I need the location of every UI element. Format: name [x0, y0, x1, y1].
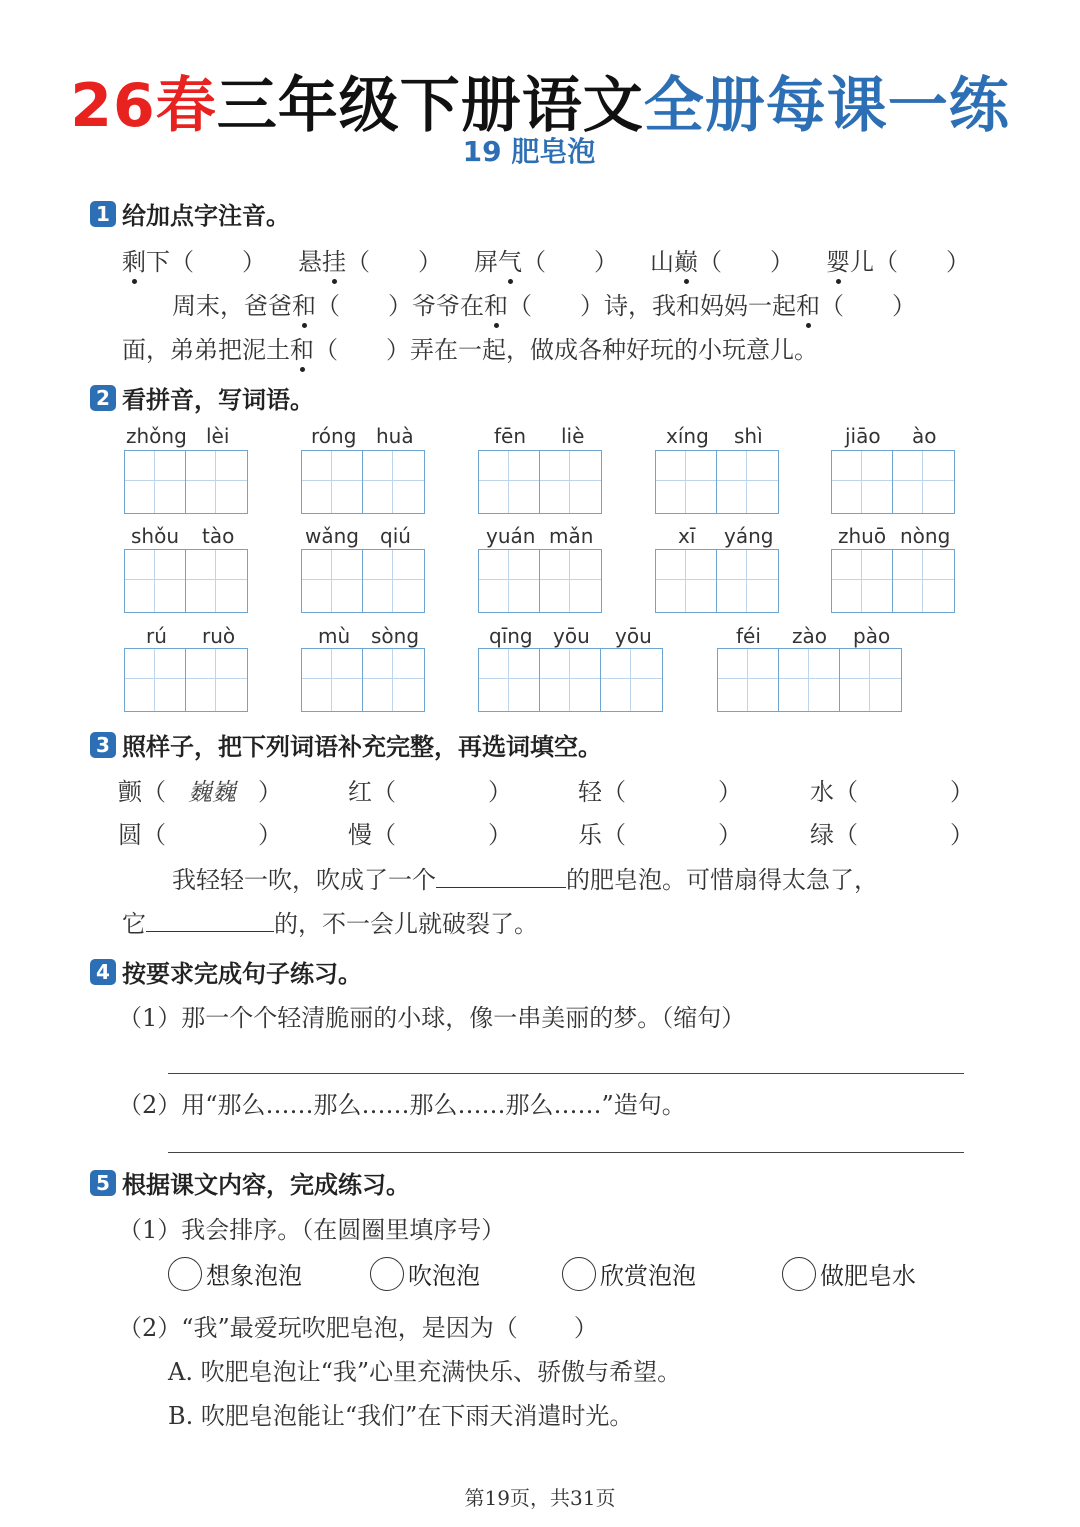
pinyin: pào: [853, 624, 891, 648]
order-circle[interactable]: [562, 1257, 596, 1291]
pinyin: liè: [561, 424, 585, 448]
pinyin: mù: [318, 624, 351, 648]
pinyin: yōu: [553, 624, 590, 648]
order-circle[interactable]: [782, 1257, 816, 1291]
section-1-title: 给加点字注音。: [122, 202, 290, 230]
section-4-title: 按要求完成句子练习。: [122, 960, 362, 988]
section-5-title: 根据课文内容，完成练习。: [122, 1171, 410, 1199]
pinyin: wǎng: [305, 524, 359, 548]
pinyin: huà: [376, 424, 414, 448]
page-footer: 第19页，共31页: [464, 1486, 616, 1510]
order-option-2[interactable]: 吹泡泡: [370, 1256, 480, 1291]
s3-word-5: 圆（ ）: [118, 821, 282, 849]
order-option-1[interactable]: 想象泡泡: [168, 1256, 302, 1291]
pinyin: lèi: [206, 424, 230, 448]
section-2-badge: 2: [90, 385, 116, 411]
writing-grid[interactable]: [831, 450, 955, 514]
s4-question-2: （2）用“那么……那么……那么……那么……”造句。: [118, 1091, 686, 1119]
pinyin: jiāo: [845, 424, 881, 448]
section-1-badge: 1: [90, 201, 116, 227]
section-4-badge: 4: [90, 959, 116, 985]
s5-option-a: A. 吹肥皂泡让“我”心里充满快乐、骄傲与希望。: [168, 1358, 682, 1386]
pinyin: ruò: [202, 624, 236, 648]
title-part-book: 三年级下册语文: [216, 71, 644, 141]
s5-option-b: B. 吹肥皂泡能让“我们”在下雨天消遣时光。: [168, 1402, 634, 1430]
section-5-badge: 5: [90, 1170, 116, 1196]
s4-question-1: （1）那一个个轻清脆丽的小球，像一串美丽的梦。（缩句）: [118, 1004, 746, 1032]
s1-item-2: 悬挂（ ）: [298, 248, 442, 276]
pinyin: zào: [792, 624, 827, 648]
pinyin: zhuō: [838, 524, 887, 548]
s3-fill-line-2: 它 的，不一会儿就破裂了。: [122, 910, 538, 938]
title-part-practice: 全册每课一练: [643, 71, 1010, 141]
pinyin: yōu: [615, 624, 652, 648]
pinyin: mǎn: [549, 524, 594, 548]
s1-line-2: 周末，爸爸和（ ）爷爷在和（ ）诗，我和妈妈一起和（ ）: [172, 292, 916, 320]
s5-question-2: （2）“我”最爱玩吹肥皂泡，是因为（ ）: [118, 1314, 598, 1342]
order-circle[interactable]: [370, 1257, 404, 1291]
pinyin: qiú: [380, 524, 411, 548]
pinyin: tào: [202, 524, 235, 548]
order-circle[interactable]: [168, 1257, 202, 1291]
writing-grid[interactable]: [478, 450, 602, 514]
pinyin: yáng: [724, 524, 774, 548]
writing-grid[interactable]: [655, 450, 779, 514]
writing-grid[interactable]: [655, 549, 779, 613]
writing-grid[interactable]: [124, 549, 248, 613]
pinyin: nòng: [900, 524, 951, 548]
s3-word-1: 颤（ 巍巍 ）: [118, 778, 282, 806]
answer-line-2[interactable]: [168, 1152, 964, 1153]
s3-fill-line-1: 我轻轻一吹，吹成了一个 的肥皂泡。可惜扇得太急了，: [172, 866, 878, 894]
pinyin: yuán: [486, 524, 536, 548]
s5-question-1: （1）我会排序。（在圆圈里填序号）: [118, 1216, 506, 1244]
pinyin: féi: [736, 624, 761, 648]
pinyin: zhǒng: [126, 424, 187, 448]
section-2-title: 看拼音，写词语。: [122, 386, 314, 414]
writing-grid[interactable]: [478, 648, 663, 712]
s3-word-3: 轻（ ）: [578, 778, 742, 806]
section-2-heading: [90, 380, 314, 415]
section-3-title: 照样子，把下列词语补充完整，再选词填空。: [122, 733, 602, 761]
s1-item-5: 婴儿（ ）: [826, 248, 970, 276]
pinyin: fēn: [494, 424, 527, 448]
s3-word-7: 乐（ ）: [578, 821, 742, 849]
writing-grid[interactable]: [124, 450, 248, 514]
answer-line-1[interactable]: [168, 1073, 964, 1074]
section-3-badge: 3: [90, 732, 116, 758]
writing-grid[interactable]: [301, 450, 425, 514]
s1-item-4: 山巅（ ）: [650, 248, 794, 276]
writing-grid[interactable]: [124, 648, 248, 712]
fill-blank-2[interactable]: [146, 931, 274, 932]
writing-grid[interactable]: [301, 648, 425, 712]
s1-line-3: 面，弟弟把泥土和（ ）弄在一起，做成各种好玩的小玩意儿。: [122, 336, 818, 364]
s1-item-1: 剩下（ ）: [122, 248, 266, 276]
writing-grid[interactable]: [717, 648, 902, 712]
section-4-heading: [90, 954, 362, 989]
writing-grid[interactable]: [301, 549, 425, 613]
pinyin: sòng: [371, 624, 420, 648]
order-option-3[interactable]: 欣赏泡泡: [562, 1256, 696, 1291]
pinyin: ào: [912, 424, 937, 448]
pinyin: róng: [311, 424, 357, 448]
pinyin: shǒu: [131, 524, 180, 548]
pinyin: rú: [146, 624, 167, 648]
writing-grid[interactable]: [831, 549, 955, 613]
writing-grid[interactable]: [478, 549, 602, 613]
s3-word-8: 绿（ ）: [810, 821, 974, 849]
section-5-heading: [90, 1165, 410, 1200]
pinyin: xī: [678, 524, 696, 548]
s3-word-4: 水（ ）: [810, 778, 974, 806]
order-option-4[interactable]: 做肥皂水: [782, 1256, 916, 1291]
pinyin: xíng: [666, 424, 709, 448]
section-3-heading: [90, 727, 602, 762]
pinyin: shì: [734, 424, 763, 448]
section-1-heading: [90, 196, 290, 231]
title-part-grade: 26春: [70, 71, 217, 141]
s3-word-2: 红（ ）: [348, 778, 512, 806]
pinyin: qīng: [489, 624, 533, 648]
lesson-title: 19 肥皂泡: [462, 135, 596, 168]
s3-word-6: 慢（ ）: [348, 821, 512, 849]
s1-item-3: 屏气（ ）: [474, 248, 618, 276]
fill-blank-1[interactable]: [436, 887, 566, 888]
